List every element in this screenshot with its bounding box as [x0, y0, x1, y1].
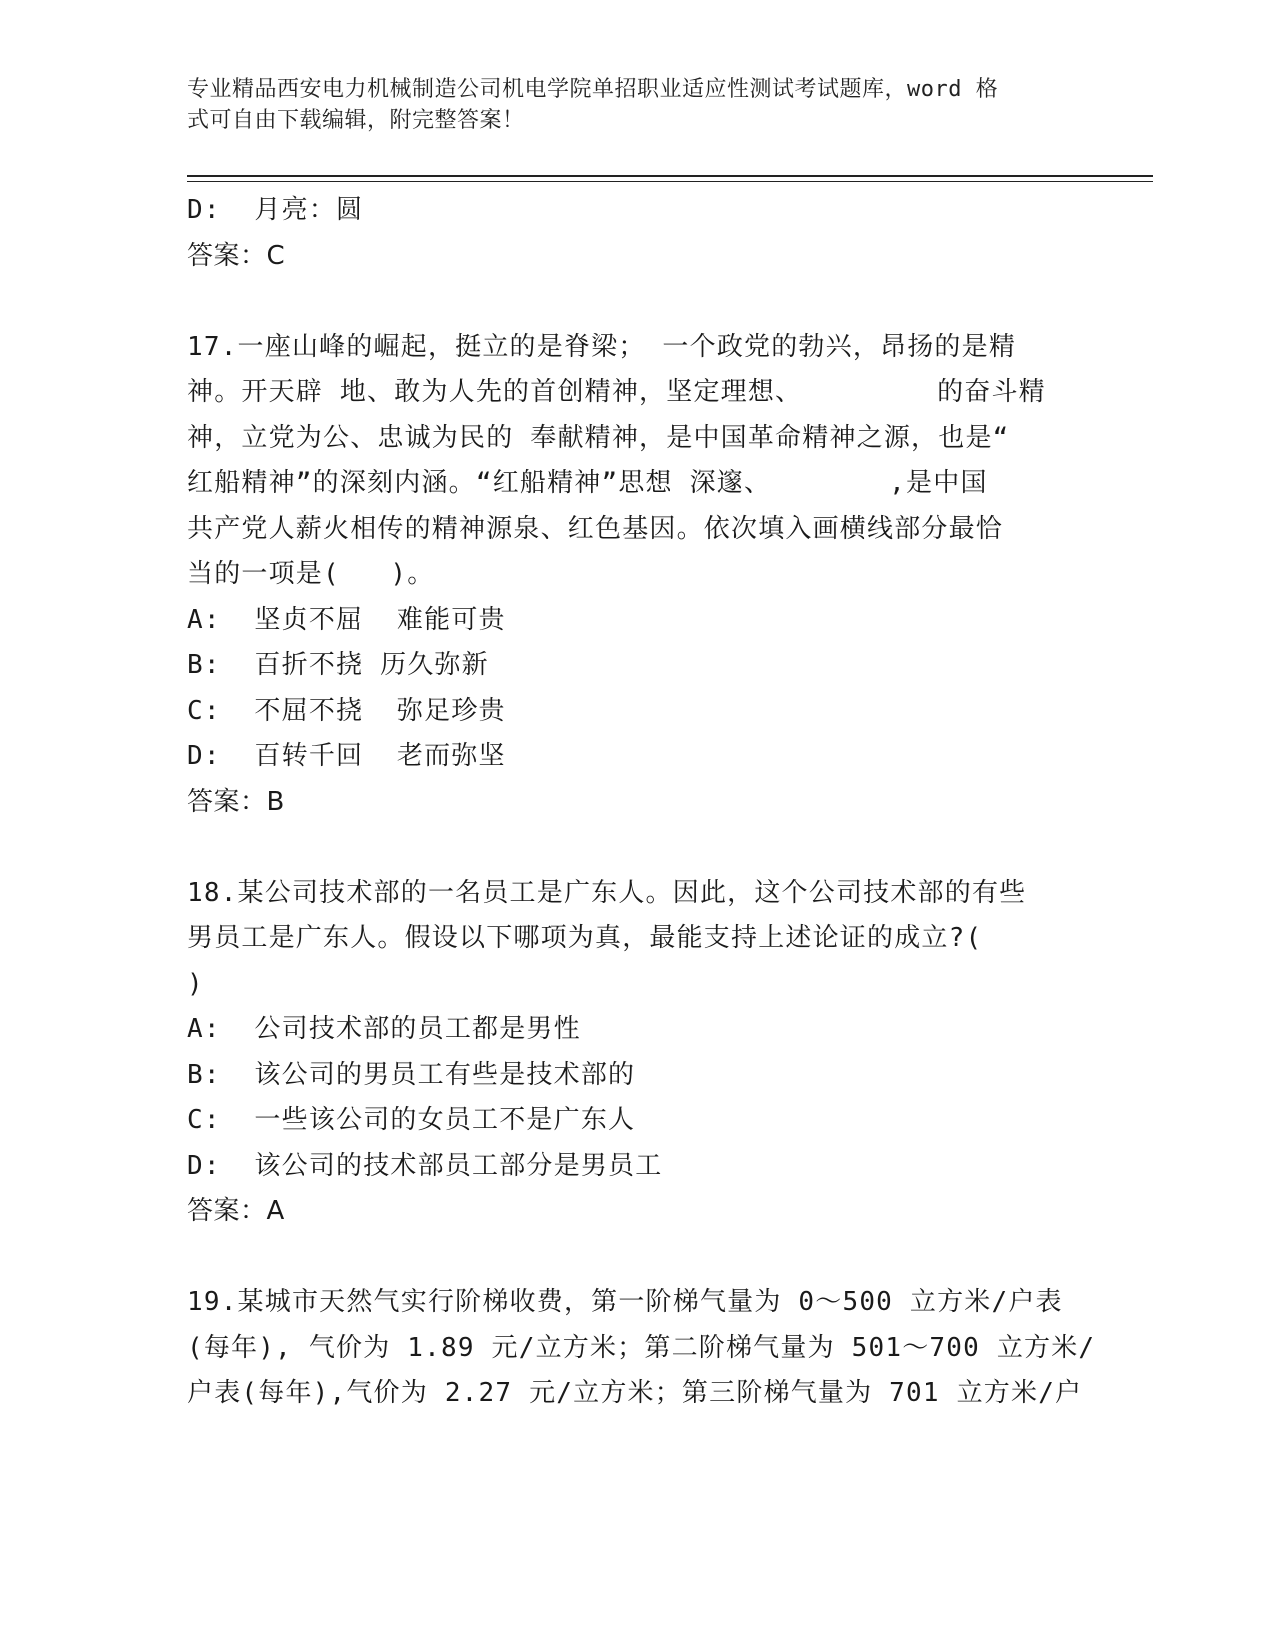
header-line-1: 专业精品西安电力机械制造公司机电学院单招职业适应性测试考试题库，word 格 — [187, 77, 999, 102]
option-b: B: 百折不挠 历久弥新 — [187, 650, 489, 680]
question-text-line: 红船精神”的深刻内涵。“红船精神”思想 深邃、 ,是中国 — [187, 468, 988, 498]
question-text-line: 户表(每年),气价为 2.27 元/立方米；第三阶梯气量为 701 立方米/户 — [187, 1378, 1083, 1408]
header-divider-thin — [187, 181, 1153, 182]
question-text-line: 19.某城市天然气实行阶梯收费，第一阶梯气量为 0～500 立方米/户表 — [187, 1287, 1063, 1317]
question-text-line: 18.某公司技术部的一名员工是广东人。因此，这个公司技术部的有些 — [187, 877, 1027, 908]
question-text-line: 当的一项是( )。 — [187, 559, 435, 589]
prev-option-d: D: 月亮：圆 — [187, 195, 364, 225]
option-c: C: 一些该公司的女员工不是广东人 — [187, 1105, 636, 1135]
question-18 — [187, 871, 1077, 1235]
option-c: C: 不屈不挠 弥足珍贵 — [187, 695, 506, 726]
prev-answer: 答案：C — [187, 240, 286, 271]
question-17 — [187, 325, 1077, 826]
option-d: D: 该公司的技术部员工部分是男员工 — [187, 1150, 663, 1181]
option-a: A: 坚贞不屈 难能可贵 — [187, 604, 506, 635]
question-text-line: 神，立党为公、忠诚为民的 奉献精神，是中国革命精神之源，也是“ — [187, 422, 1010, 453]
question-text-line: 神。开天辟 地、敢为人先的首创精神，坚定理想、 的奋斗精 — [187, 377, 1046, 407]
spacer — [187, 1235, 1077, 1281]
question-text-line: 17.一座山峰的崛起，挺立的是脊梁； 一个政党的勃兴，昂扬的是精 — [187, 331, 1017, 362]
question-text-line: 共产党人薪火相传的精神源泉、红色基因。依次填入画横线部分最恰 — [187, 513, 1004, 544]
answer: 答案：B — [187, 786, 285, 817]
option-b: B: 该公司的男员工有些是技术部的 — [187, 1059, 636, 1090]
question-19 — [187, 1280, 1096, 1417]
spacer — [187, 279, 1077, 325]
answer: 答案：A — [187, 1196, 285, 1226]
header-line-2: 式可自由下载编辑，附完整答案！ — [187, 108, 525, 133]
page-header — [187, 74, 1067, 136]
question-text-line: (每年), 气价为 1.89 元/立方米；第二阶梯气量为 501～700 立方米/ — [187, 1332, 1096, 1363]
option-d: D: 百转千回 老而弥坚 — [187, 741, 506, 771]
option-a: A: 公司技术部的员工都是男性 — [187, 1014, 581, 1044]
question-text-line: 男员工是广东人。假设以下哪项为真，最能支持上述论证的成立?( — [187, 923, 983, 953]
document-body — [187, 188, 1096, 1417]
question-text-line: ) — [187, 968, 204, 999]
header-divider-thick — [187, 175, 1153, 177]
spacer — [187, 825, 1077, 871]
